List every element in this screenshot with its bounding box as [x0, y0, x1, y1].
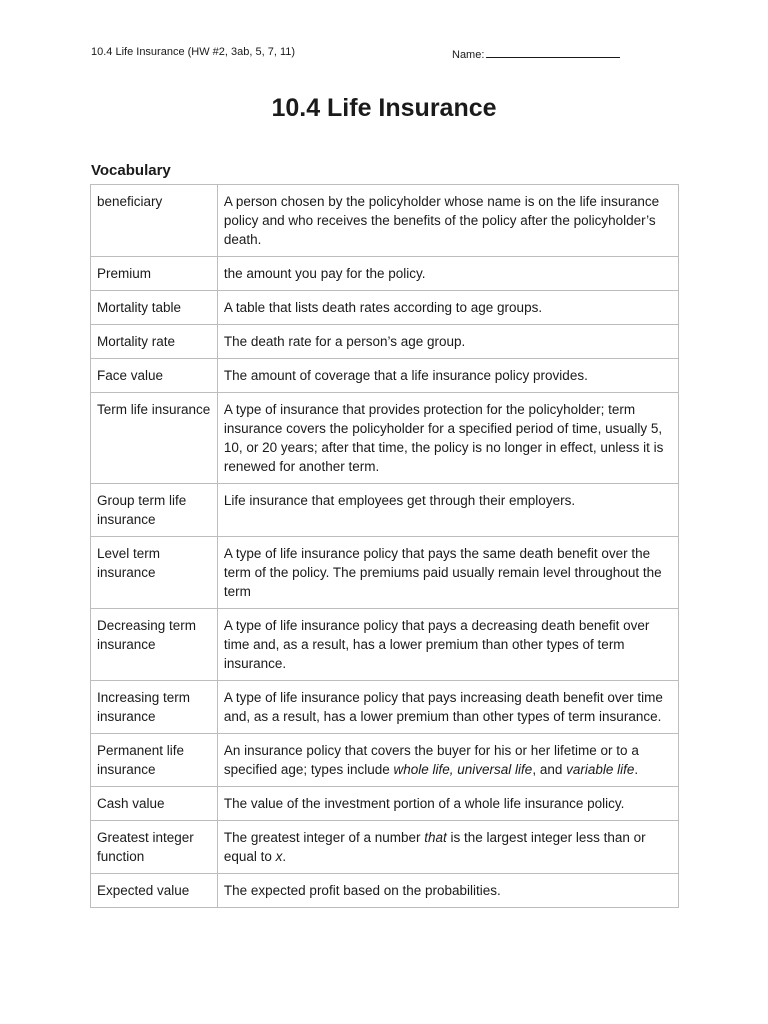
definition-italic-text: that	[424, 830, 447, 845]
definition-italic-text: x	[275, 849, 283, 864]
vocab-definition: A table that lists death rates according to age groups.	[217, 291, 678, 325]
vocab-definition: Life insurance that employees get through their employers.	[217, 484, 678, 537]
vocab-term: Mortality rate	[91, 325, 218, 359]
name-field	[452, 46, 620, 61]
definition-text: .	[634, 762, 639, 777]
vocab-row	[91, 787, 679, 821]
vocab-term: Group term life insurance	[91, 484, 218, 537]
vocab-definition: A person chosen by the policyholder whose name is on the life insurance policy and who receives the benefits of the policy after the policyholder’s death.	[217, 185, 678, 257]
vocab-row	[91, 359, 679, 393]
vocab-term: Expected value	[91, 874, 218, 908]
vocab-term: Face value	[91, 359, 218, 393]
vocab-term: Term life insurance	[91, 393, 218, 484]
vocab-row	[91, 325, 679, 359]
vocab-row	[91, 257, 679, 291]
vocab-definition	[217, 734, 678, 787]
name-blank-line	[486, 46, 620, 58]
vocab-row	[91, 484, 679, 537]
vocab-row	[91, 393, 679, 484]
vocab-term: Premium	[91, 257, 218, 291]
definition-text: An insurance policy that covers the buyer for his or her lifetime or to a specified age; types include	[223, 743, 639, 777]
vocab-definition: The death rate for a person’s age group.	[217, 325, 678, 359]
definition-text: , and	[532, 762, 567, 777]
vocab-definition: The value of the investment portion of a whole life insurance policy.	[217, 787, 678, 821]
vocab-definition: A type of life insurance policy that pays increasing death benefit over time and, as a result, has a lower premium than other types of term insurance.	[217, 681, 678, 734]
vocab-term: Mortality table	[91, 291, 218, 325]
vocab-term: Increasing term insurance	[91, 681, 218, 734]
vocab-term: Level term insurance	[91, 537, 218, 609]
vocab-definition: A type of life insurance policy that pays the same death benefit over the term of the policy. The premiums paid usually remain level throughout the term	[217, 537, 678, 609]
vocab-term: Greatest integer function	[91, 821, 218, 874]
vocab-term: Cash value	[91, 787, 218, 821]
vocab-row	[91, 609, 679, 681]
definition-italic-text: whole life, universal life	[393, 762, 533, 777]
definition-text: .	[282, 849, 287, 864]
vocab-definition: A type of life insurance policy that pays a decreasing death benefit over time and, as a result, has a lower premium than other types of term insurance.	[217, 609, 678, 681]
definition-text: is the largest integer less than or equal to	[223, 830, 646, 864]
vocab-row	[91, 734, 679, 787]
page-header	[91, 46, 677, 62]
vocab-row	[91, 874, 679, 908]
vocab-term: Decreasing term insurance	[91, 609, 218, 681]
assignment-label: 10.4 Life Insurance (HW #2, 3ab, 5, 7, 11)	[91, 46, 296, 58]
vocab-definition: The amount of coverage that a life insurance policy provides.	[217, 359, 678, 393]
vocab-row	[91, 185, 679, 257]
vocab-term: beneficiary	[91, 185, 218, 257]
definition-text: The greatest integer of a number	[223, 830, 425, 845]
vocab-definition: the amount you pay for the policy.	[217, 257, 678, 291]
vocabulary-table	[90, 184, 679, 908]
section-title: Vocabulary	[91, 162, 171, 179]
vocab-row	[91, 681, 679, 734]
vocab-row	[91, 537, 679, 609]
vocab-row	[91, 291, 679, 325]
vocab-row	[91, 821, 679, 874]
definition-italic-text: variable life	[566, 762, 635, 777]
vocab-definition	[217, 821, 678, 874]
vocab-term: Permanent life insurance	[91, 734, 218, 787]
vocab-definition: A type of insurance that provides protection for the policyholder; term insurance covers the policyholder for a specified period of time, usually 5, 10, or 20 years; after that time, the policy is no longer in effect, unless it is renewed for another term.	[217, 393, 678, 484]
vocabulary-table-body	[91, 185, 679, 908]
vocab-definition: The expected profit based on the probabilities.	[217, 874, 678, 908]
name-label: Name:	[452, 49, 485, 61]
page-title: 10.4 Life Insurance	[271, 94, 497, 122]
